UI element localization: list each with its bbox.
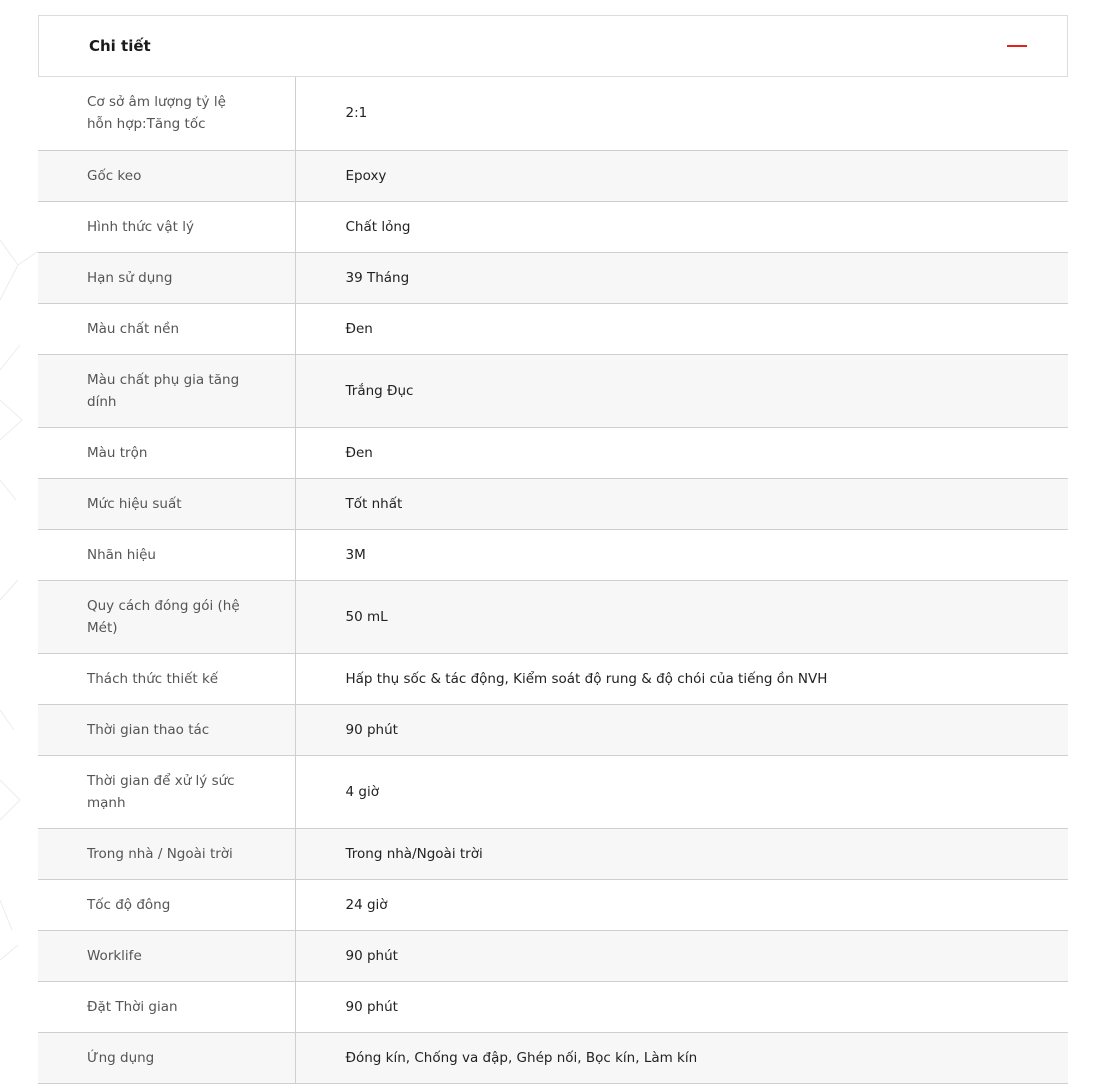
table-row bbox=[38, 303, 1068, 354]
spec-value: 39 Tháng bbox=[295, 252, 1068, 303]
spec-value: Trong nhà/Ngoài trời bbox=[295, 828, 1068, 879]
table-row bbox=[38, 478, 1068, 529]
table-row bbox=[38, 529, 1068, 580]
spec-label: Cơ sở âm lượng tỷ lệ hỗn hợp:Tăng tốc bbox=[38, 77, 295, 150]
spec-value: Chất lỏng bbox=[295, 201, 1068, 252]
spec-value: Đóng kín, Chống va đập, Ghép nối, Bọc kín, Làm kín bbox=[295, 1032, 1068, 1083]
details-panel bbox=[38, 15, 1068, 1084]
spec-label: Màu chất nền bbox=[38, 303, 295, 354]
spec-label: Quy cách đóng gói (hệ Mét) bbox=[38, 580, 295, 653]
spec-value: Đen bbox=[295, 427, 1068, 478]
spec-label: Mức hiệu suất bbox=[38, 478, 295, 529]
spec-label: Thời gian để xử lý sức mạnh bbox=[38, 755, 295, 828]
table-row bbox=[38, 427, 1068, 478]
spec-value: 50 mL bbox=[295, 580, 1068, 653]
spec-value: 90 phút bbox=[295, 704, 1068, 755]
spec-label: Tốc độ đông bbox=[38, 879, 295, 930]
table-row bbox=[38, 201, 1068, 252]
spec-value: Đen bbox=[295, 303, 1068, 354]
spec-value: 90 phút bbox=[295, 981, 1068, 1032]
table-row bbox=[38, 653, 1068, 704]
spec-value: Hấp thụ sốc & tác động, Kiểm soát độ rung & độ chói của tiếng ồn NVH bbox=[295, 653, 1068, 704]
spec-value: Epoxy bbox=[295, 150, 1068, 201]
specs-table bbox=[38, 77, 1068, 1084]
spec-value: 4 giờ bbox=[295, 755, 1068, 828]
spec-value: 24 giờ bbox=[295, 879, 1068, 930]
spec-label: Hình thức vật lý bbox=[38, 201, 295, 252]
spec-value: 3M bbox=[295, 529, 1068, 580]
spec-label: Hạn sử dụng bbox=[38, 252, 295, 303]
spec-label: Thời gian thao tác bbox=[38, 704, 295, 755]
panel-title: Chi tiết bbox=[89, 37, 151, 55]
spec-label: Gốc keo bbox=[38, 150, 295, 201]
minus-icon[interactable] bbox=[1007, 45, 1027, 47]
spec-value: Tốt nhất bbox=[295, 478, 1068, 529]
table-row bbox=[38, 1032, 1068, 1083]
table-row bbox=[38, 354, 1068, 427]
spec-label: Màu chất phụ gia tăng dính bbox=[38, 354, 295, 427]
table-row bbox=[38, 981, 1068, 1032]
spec-label: Worklife bbox=[38, 930, 295, 981]
spec-value: 90 phút bbox=[295, 930, 1068, 981]
details-panel-header[interactable] bbox=[38, 15, 1068, 77]
spec-label: Màu trộn bbox=[38, 427, 295, 478]
spec-label: Thách thức thiết kế bbox=[38, 653, 295, 704]
table-row bbox=[38, 704, 1068, 755]
background-decoration bbox=[0, 0, 40, 1085]
spec-value: Trắng Đục bbox=[295, 354, 1068, 427]
table-row bbox=[38, 755, 1068, 828]
spec-label: Trong nhà / Ngoài trời bbox=[38, 828, 295, 879]
table-row bbox=[38, 580, 1068, 653]
spec-label: Ứng dụng bbox=[38, 1032, 295, 1083]
table-row bbox=[38, 150, 1068, 201]
table-row bbox=[38, 879, 1068, 930]
spec-label: Nhãn hiệu bbox=[38, 529, 295, 580]
spec-label: Đặt Thời gian bbox=[38, 981, 295, 1032]
table-row bbox=[38, 930, 1068, 981]
table-row bbox=[38, 252, 1068, 303]
table-row bbox=[38, 77, 1068, 150]
spec-value: 2:1 bbox=[295, 77, 1068, 150]
table-row bbox=[38, 828, 1068, 879]
